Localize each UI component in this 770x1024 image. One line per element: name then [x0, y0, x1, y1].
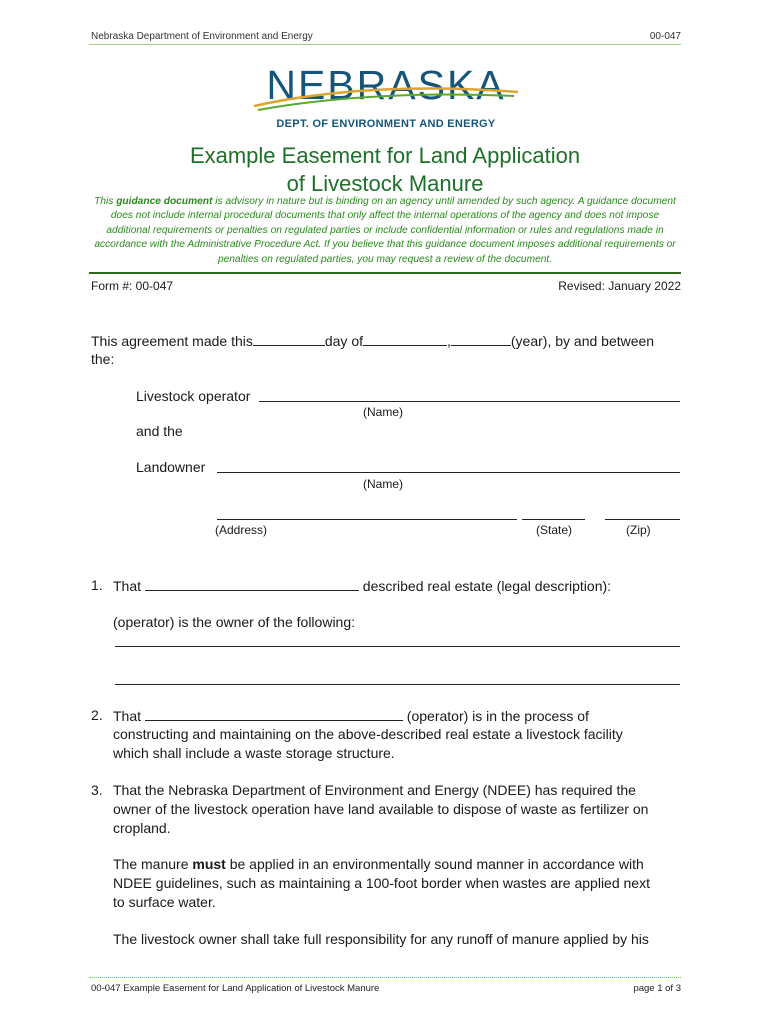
- footer-title: 00-047 Example Easement for Land Application of Livestock Manure: [91, 983, 380, 994]
- address-blank[interactable]: [217, 505, 517, 520]
- operator-label: Livestock operator: [136, 388, 251, 404]
- year-blank[interactable]: [451, 331, 511, 346]
- manure-post: be applied in an environmentally sound manner in accordance with: [225, 856, 644, 872]
- guidance-disclaimer: [92, 195, 678, 267]
- item-2-line-2: constructing and maintaining on the above-described real estate a livestock facility: [113, 726, 623, 742]
- name-caption-2: (Name): [363, 477, 404, 491]
- revised-date: Revised: January 2022: [558, 279, 681, 293]
- zip-caption: (Zip): [626, 523, 651, 537]
- month-blank[interactable]: [363, 331, 447, 346]
- manure-pre: The manure: [113, 856, 193, 872]
- day-blank[interactable]: [253, 331, 325, 346]
- item-2-line-1: [113, 706, 589, 726]
- agreement-text-c: ,: [447, 333, 451, 349]
- form-number: Form #: 00-047: [91, 279, 174, 293]
- manure-must: must: [192, 856, 226, 872]
- logo-swoosh-icon: [246, 62, 526, 122]
- header-agency: Nebraska Department of Environment and Energy: [91, 31, 313, 42]
- section-divider: [89, 272, 681, 274]
- header-doc-number: 00-047: [649, 31, 681, 42]
- item-2-line-3: which shall include a waste storage structure.: [113, 745, 395, 761]
- document-title: [89, 142, 681, 198]
- item-2-that: That: [113, 708, 142, 724]
- manure-paragraph-line-2: NDEE guidelines, such as maintaining a 100-foot border when wastes are applied next: [113, 875, 650, 891]
- item-1-line: [113, 576, 611, 596]
- state-blank[interactable]: [522, 505, 585, 520]
- logo-wordmark: NEBRASKA: [266, 62, 506, 108]
- landowner-label: Landowner: [136, 459, 206, 475]
- item-1-that: That: [113, 578, 142, 594]
- landowner-name-blank[interactable]: [217, 458, 680, 473]
- item-2-after: (operator) is in the process of: [406, 708, 589, 724]
- address-caption: (Address): [215, 523, 268, 537]
- title-line-2: of Livestock Manure: [286, 171, 484, 196]
- item-3-number: 3.: [91, 782, 103, 798]
- item-3-line-3: cropland.: [113, 820, 171, 836]
- agreement-text-a: This agreement made this: [91, 333, 253, 349]
- agreement-line: [91, 331, 654, 351]
- and-the-label: and the: [136, 423, 183, 439]
- disclaimer-text: is advisory in nature but is binding on an agency until amended by such agency. A guidance document does not include internal procedural documents that only affect the internal operations of the agency and does not impose additional requirements or penalties on regulated parties or include confidential information or rules and regulations made in accordance with the Administrative Procedure Act. If you believe that this guidance document imposes additional requirements or penalties on regulated parties, you may request a review of the document.: [94, 196, 676, 265]
- name-caption: (Name): [363, 405, 404, 419]
- title-line-1: Example Easement for Land Application: [189, 143, 581, 168]
- legal-description-line-1[interactable]: [115, 632, 680, 647]
- agreement-line-2: the:: [91, 351, 115, 367]
- page-number: page 1 of 3: [633, 983, 681, 994]
- item-1-owner-line: (operator) is the owner of the following:: [113, 614, 356, 630]
- item-2-blank[interactable]: [145, 706, 403, 721]
- disclaimer-prefix: This: [94, 196, 117, 207]
- item-3-line-1: That the Nebraska Department of Environment and Energy (NDEE) has required the: [113, 782, 636, 798]
- item-3-line-2: owner of the livestock operation have land available to dispose of waste as fertilizer on: [113, 801, 649, 817]
- footer-divider: [89, 977, 681, 978]
- disclaimer-bold: guidance document: [116, 196, 213, 207]
- zip-blank[interactable]: [605, 505, 680, 520]
- agreement-text-d: (year), by and between: [510, 333, 655, 349]
- operator-name-blank[interactable]: [259, 387, 680, 402]
- manure-paragraph-line-1: [113, 855, 644, 874]
- logo-subtitle: DEPT. OF ENVIRONMENT AND ENERGY: [276, 118, 496, 130]
- manure-paragraph-line-3: to surface water.: [113, 894, 216, 910]
- item-1-after: described real estate (legal description):: [362, 578, 612, 594]
- responsibility-line-1: The livestock owner shall take full responsibility for any runoff of manure applied by his: [113, 931, 649, 947]
- item-1-number: 1.: [91, 577, 103, 593]
- header-divider: [89, 44, 681, 45]
- ndee-logo: [246, 62, 526, 134]
- item-1-blank[interactable]: [145, 576, 359, 591]
- item-2-number: 2.: [91, 707, 103, 723]
- agreement-text-b: day of: [324, 333, 363, 349]
- state-caption: (State): [536, 523, 573, 537]
- legal-description-line-2[interactable]: [115, 670, 680, 685]
